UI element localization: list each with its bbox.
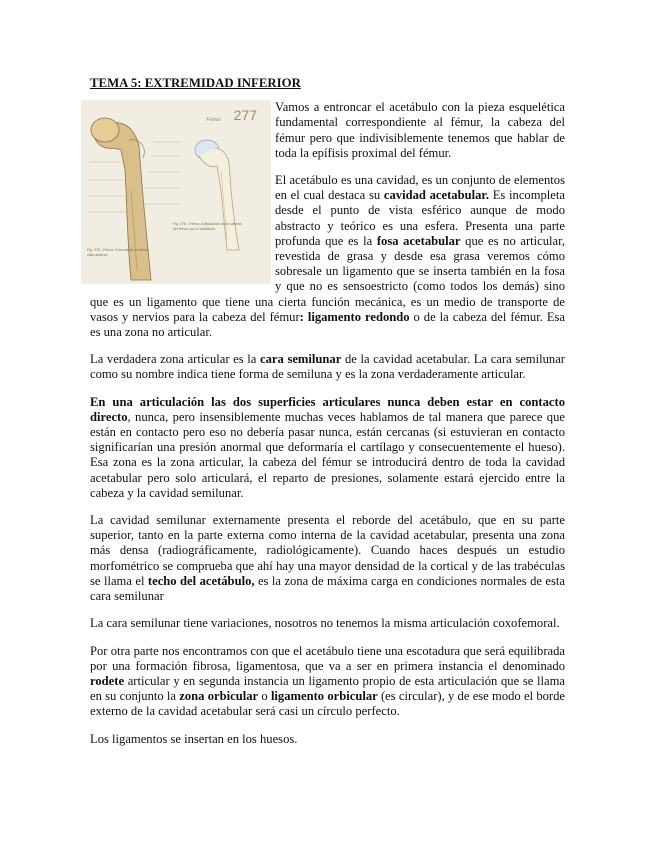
term-techo-acetabulo: techo del acetábulo, — [147, 573, 255, 588]
document-title: TEMA 5: EXTREMIDAD INFERIOR — [90, 76, 301, 90]
paragraph-variaciones: La cara semilunar tiene variaciones, nosotros no tenemos la misma articulación coxofemoral. — [90, 616, 560, 631]
paragraph-intro: Vamos a entroncar el acetábulo con la pieza esquelética fundamental correspondiente al fémur, la cabeza del fémur pero que indivisiblemente tenemos que hablar de toda la epífisis proximal del fémur. — [275, 100, 565, 160]
term-ligamento-orbicular: ligamento orbicular — [270, 689, 378, 704]
paragraph-ligamentos: Los ligamentos se insertan en los huesos. — [90, 731, 298, 746]
paragraph-techo: La cavidad semilunar externamente presenta el reborde del acetábulo, que en su parte superior, tanto en la parte externa como interna de la cavidad acetabular, presenta una zona más densa (radiográficamente, radiológicamente). Cuando haces después un estudio morfométrico se comprueba que ahí hay una mayor densidad de la cortical y de las trabéculas se llama el techo del acetábulo, es la zona de máxima carga en condiciones normales de esta cara semilunar — [90, 513, 566, 604]
document-page — [87, 76, 566, 759]
term-zona-orbicular: zona orbicular — [179, 689, 259, 704]
term-cavidad-acetabular: cavidad acetabular. — [383, 188, 489, 203]
figure-tag: Fémur — [206, 117, 221, 124]
paragraph-escotadura: Por otra parte nos encontramos con que el acetábulo tiene una escotadura que será equilibrada por una formación fibrosa, ligamentosa, que va a ser en primera instancia el denominado rodete articular y en segunda instancia un ligamento propio de esta articulación que se llama en su conjunto la zona orbicular o ligamento orbicular (es circular), y de ese modo el borde externo de la cavidad acetabular será casi un círculo perfecto. — [90, 643, 565, 719]
paragraph-contacto: En una articulación las dos superficies articulares nunca deben estar en contacto directo, nunca, pero insensiblemente muchas veces hablamos de tal manera que parece que están en contacto pero eso no debería pasar nunca, están cercanas (si estuvieran en contacto significarían una presión anormal que deformaría el cartílago y consecuentemente el hueso). Esa zona es la zona articular, la cabeza del fémur se introducirá dentro de toda la cavidad acetabular pero solo articulará, el reparto de presiones, solamente estará ejercido entre la cabeza y la cavidad semilunar. — [90, 394, 565, 500]
paragraph-cara-semilunar: La verdadera zona articular es la cara semilunar de la cavidad acetabular. La cara semilunar como su nombre indica tiene forma de semiluna y es la zona verdaderamente articular. — [90, 352, 565, 382]
figure-caption-b: Fig. 278 - Fémur. Articulación de la cabeza del fémur con el acetábulo. — [173, 222, 242, 231]
term-contacto-directo: En una articulación las dos superficies articulares nunca deben estar en contacto directo — [90, 394, 565, 424]
figure-page-number: 277 — [233, 107, 257, 124]
term-fosa-acetabular: fosa acetabular — [376, 233, 461, 248]
term-cara-semilunar: cara semilunar — [260, 352, 342, 367]
term-ligamento-redondo: : ligamento redondo — [299, 309, 410, 324]
term-rodete: rodete — [90, 673, 125, 688]
figure-caption-a: Fig. 276 - Fémur. Extremidad proximal, vista anterior. — [87, 248, 150, 257]
paragraph-acetabulo: El acetábulo es una cavidad, es un conjunto de elementos en el cual destaca su cavidad acetabular. Es incompleta desde el punto de vista esférico aunque de modo abstracto y teórico es una esfera. Presenta una parte profunda que es la fosa acetabular que es no articular, revestida de grasa y desde esa grasa veremos cómo sobresale un ligamento que se inserta también en la fosa y que no es sensoestricto (como todos los demás) sino que es un ligamento que tiene una cierta función mecánica, es un medio de transporte de vasos y nervios para la cabeza del fémur: ligamento redondo o de la cabeza del fémur. Esa es una zona no articular. — [90, 173, 565, 340]
femur-illustration — [81, 100, 271, 284]
